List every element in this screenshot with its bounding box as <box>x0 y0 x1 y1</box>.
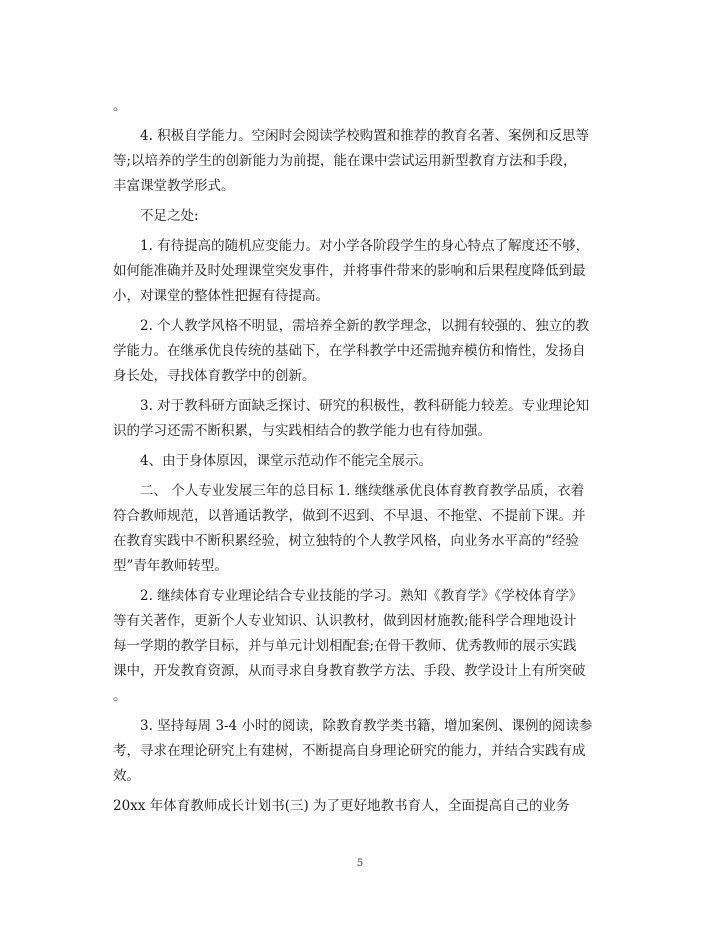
text-line: 课中，开发教育资源，从而寻求自身教育教学方法、手段、教学设计上有所突破 <box>113 663 586 679</box>
paragraph-three-year-goal: 二、 个人专业发展三年的总目标 1. 继续继承优良体育教育教学品质，衣着 <box>140 483 585 499</box>
text-line: 。 <box>113 98 127 114</box>
paragraph-research: 3. 对于教科研方面缺乏探讨、研究的积极性，教科研能力较差。专业理论知 <box>140 398 590 414</box>
page-number: 5 <box>356 858 364 869</box>
section-title-plan-three: 20xx 年体育教师成长计划书(三) 为了更好地教书育人，全面提高自己的业务 <box>113 798 570 814</box>
text-line: 丰富课堂教学形式。 <box>113 178 235 194</box>
text-line: 考，寻求在理论研究上有建树，不断提高自身理论研究的能力，并结合实践有成 <box>113 743 586 759</box>
paragraph-teaching-style: 2. 个人教学风格不明显，需培养全新的教学理念，以拥有较强的、独立的教 <box>140 318 590 334</box>
paragraph-health: 4、由于身体原因，课堂示范动作不能完全展示。 <box>140 453 433 469</box>
text-line: 如何能准确并及时处理课堂突发事件，并将事件带来的影响和后果程度降低到最 <box>113 263 586 279</box>
text-line: 。 <box>113 688 127 704</box>
paragraph-theory-study: 2. 继续体育专业理论结合专业技能的学习。熟知《教育学》《学校体育学》 <box>140 588 583 604</box>
document-body <box>113 95 613 817</box>
text-line: 每一学期的教学目标，并与单元计划相配套;在骨干教师、优秀教师的展示实践 <box>113 638 577 654</box>
text-line: 身长处，寻找体育教学中的创新。 <box>113 368 316 384</box>
paragraph-self-study: 4. 积极自学能力。空闲时会阅读学校购置和推荐的教育名著、案例和反思等 <box>140 128 590 144</box>
paragraph-adaptability: 1. 有待提高的随机应变能力。对小学各阶段学生的身心特点了解度还不够， <box>140 238 590 254</box>
text-line: 符合教师规范，以普通话教学，做到不迟到、不早退、不拖堂、不提前下课。并 <box>113 508 586 524</box>
heading-shortcomings: 不足之处: <box>140 208 199 224</box>
text-line: 等;以培养的学生的创新能力为前提，能在课中尝试运用新型教育方法和手段， <box>113 153 577 169</box>
text-line: 小，对课堂的整体性把握有待提高。 <box>113 288 329 304</box>
text-line: 识的学习还需不断积累，与实践相结合的教学能力也有待加强。 <box>113 423 491 439</box>
paragraph-reading: 3. 坚持每周 3-4 小时的阅读，除教育教学类书籍，增加案例、课例的阅读参 <box>140 718 593 734</box>
text-line: 等有关著作，更新个人专业知识、认识教材，做到因材施教;能科学合理地设计 <box>113 613 577 629</box>
text-line: 在教育实践中不断积累经验，树立独特的个人教学风格，向业务水平高的“经验 <box>113 533 579 549</box>
text-line: 效。 <box>113 768 140 784</box>
text-line: 型”青年教师转型。 <box>113 558 228 574</box>
text-line: 学能力。在继承优良传统的基础下，在学科教学中还需抛弃模仿和惰性，发扬自 <box>113 343 586 359</box>
